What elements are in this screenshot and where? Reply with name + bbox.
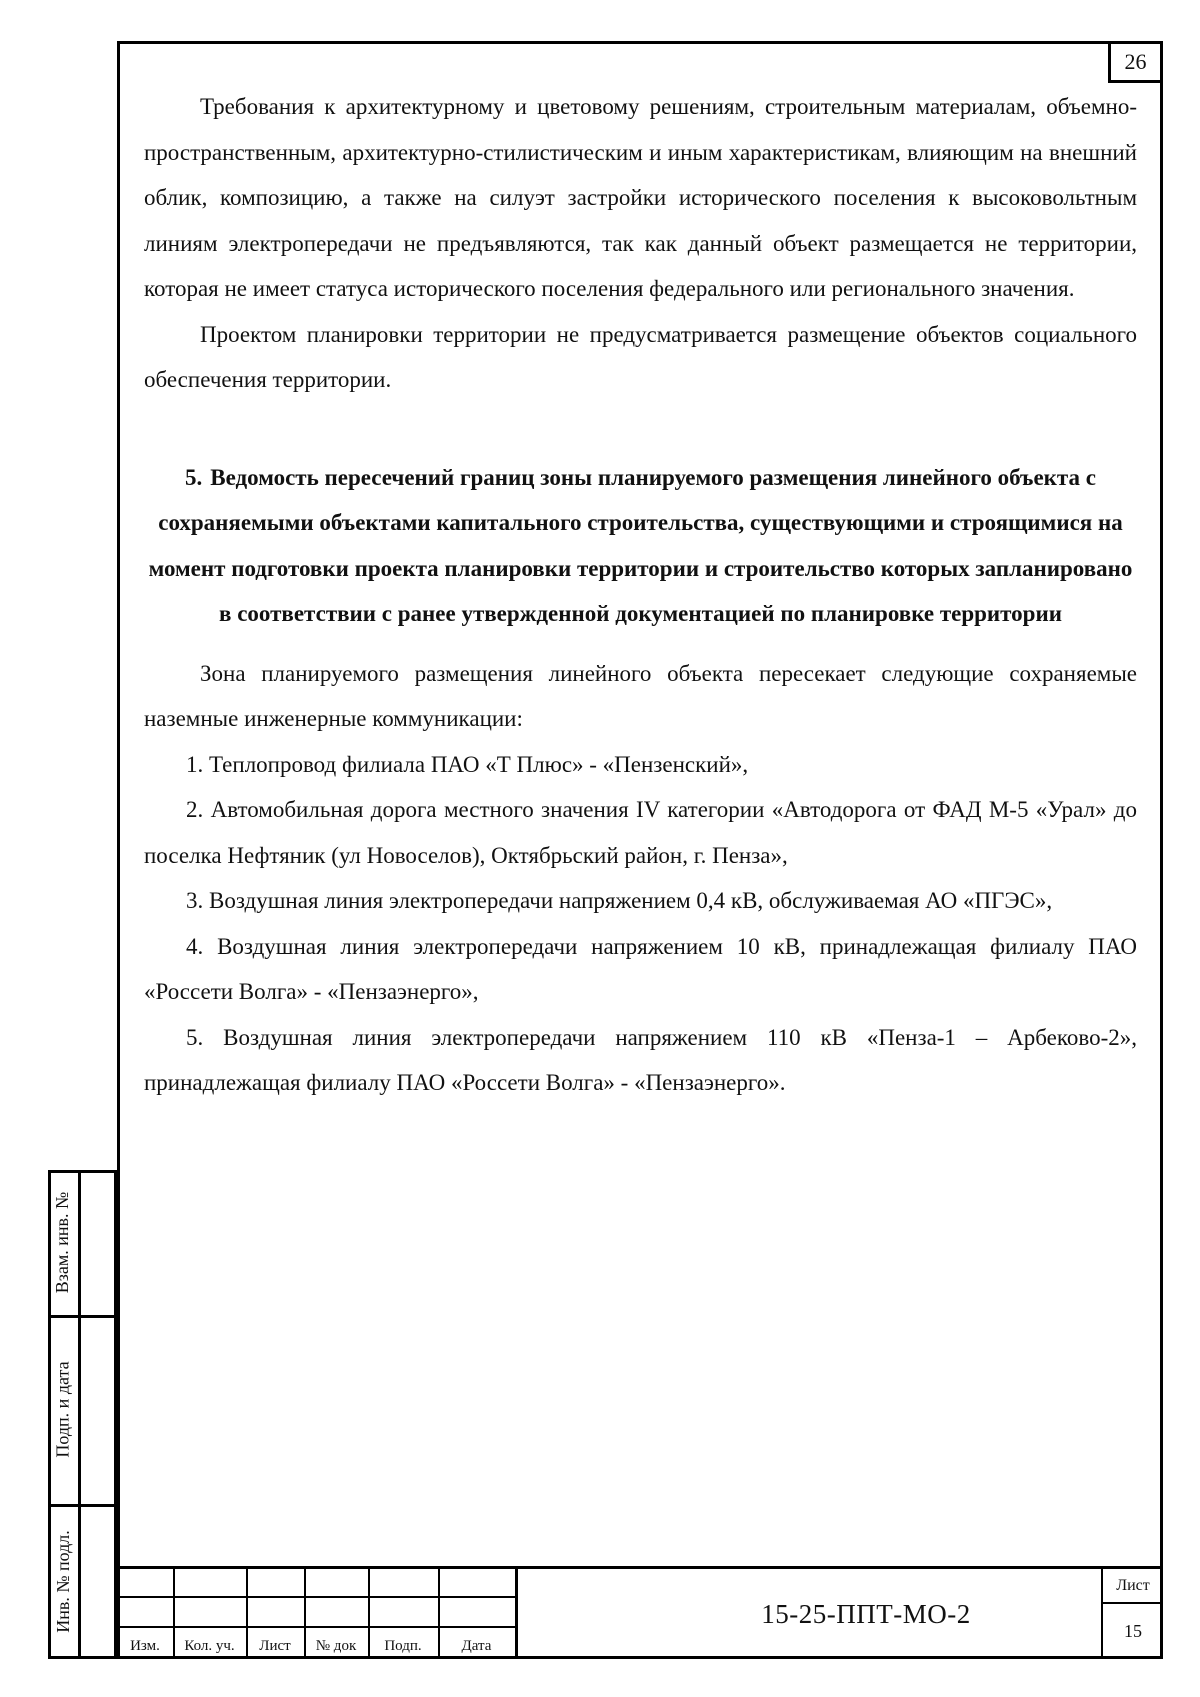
section-number: 5.: [185, 464, 203, 490]
list-item: 1. Теплопровод филиала ПАО «Т Плюс» - «Пензенский»,: [186, 751, 749, 777]
col-izm: Изм.: [130, 1638, 160, 1654]
col-kol-uch: Кол. уч.: [184, 1638, 235, 1654]
list-item: 5. Воздушная линия электропередачи напряжением 110 кВ «Пенза-1 – Арбеково-2», принадлежащая филиалу ПАО «Россети Волга» - «Пензаэнерго».: [144, 1024, 1137, 1095]
list-item: 3. Воздушная линия электропередачи напряжением 0,4 кВ, обслуживаемая АО «ПГЭС»,: [186, 888, 1053, 913]
col-list: Лист: [259, 1638, 291, 1654]
margin-stamp: [48, 1170, 117, 1659]
title-block: [117, 1566, 1163, 1659]
stamp-podp-label: Подп. и дата: [52, 1361, 73, 1458]
stamp-vzam: [48, 1170, 78, 1315]
intro-paragraph-1: Требования к архитектурному и цветовому решениям, строительным материалам, объемно-пространственным, архитектурно-стилистическим и иным характеристикам, влияющим на внешний облик, композицию, а также на силуэт застройки исторического поселения к высоковольтным линиям электропередачи не предъявляются, так как данный объект размещается не территории, которая не имеет статуса исторического поселения федерального или регионального значения.: [144, 94, 1137, 301]
section-title: Ведомость пересечений границ зоны планируемого размещения линейного объекта с сохраняемыми объектами капитального строительства, существующими и строящимися на момент подготовки проекта планировки территории и строительство которых запланировано в соответствии с ранее утвержденной документацией по планировке территории: [148, 464, 1133, 626]
stamp-inv-label: Инв. № подл.: [52, 1530, 73, 1633]
section-lead: Зона планируемого размещения линейного объекта пересекает следующие сохраняемые наземные инженерные коммуникации:: [144, 660, 1137, 731]
col-date: Дата: [461, 1638, 492, 1654]
stamp-podp: [48, 1315, 78, 1504]
page-number: 26: [1108, 41, 1163, 83]
col-doc: № док: [315, 1638, 357, 1654]
spacer: [144, 403, 1137, 455]
revision-table: [117, 1569, 515, 1659]
sheet-label: Лист: [1103, 1569, 1163, 1604]
section-heading: [144, 455, 1137, 637]
stamp-vzam-label: Взам. инв. №: [52, 1191, 73, 1294]
list-item: 2. Автомобильная дорога местного значения IV категории «Автодорога от ФАД М-5 «Урал» до поселка Нефтяник (ул Новоселов), Октябрьский район, г. Пенза»,: [144, 797, 1137, 868]
intro-paragraph-2: Проектом планировки территории не предусматривается размещение объектов социального обеспечения территории.: [144, 321, 1137, 392]
document-code: 15-25-ППТ-МО-2: [761, 1598, 971, 1629]
col-podp: Подп.: [384, 1638, 422, 1654]
stamp-value-column: [78, 1170, 117, 1659]
sheet-cell: [1101, 1569, 1163, 1659]
list-item: 4. Воздушная линия электропередачи напряжением 10 кВ, принадлежащая филиалу ПАО «Россети Волга» - «Пензаэнерго»,: [144, 933, 1137, 1004]
stamp-inv: [48, 1504, 78, 1659]
document-body: [144, 84, 1137, 1106]
sheet-number: 15: [1124, 1621, 1142, 1641]
